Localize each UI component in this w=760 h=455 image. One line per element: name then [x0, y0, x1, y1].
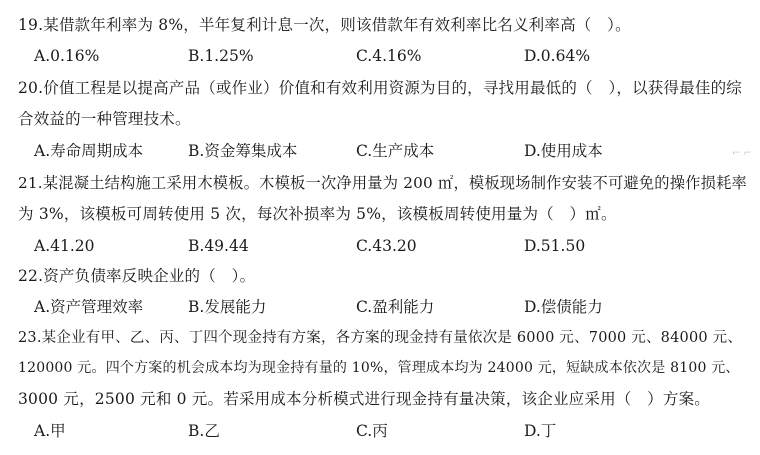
q19-option-b: B.1.25%: [188, 47, 254, 65]
q19-stem: 19.某借款年利率为 8%，半年复利计息一次，则该借款年有效利率比名义利率高（ ）。: [18, 16, 631, 34]
q22-option-c: C.盈利能力: [356, 298, 435, 316]
q23-option-a: A.甲: [34, 422, 66, 440]
margin-mark: ⌐ ⌐: [732, 148, 752, 159]
q20-stem-line-1: 20.价值工程是以提高产品（或作业）价值和有效利用资源为目的，寻找用最低的（ ），以获得最佳的综: [18, 79, 743, 97]
q22-stem: 22.资产负债率反映企业的（ ）。: [18, 267, 256, 285]
q21-option-a: A.41.20: [34, 237, 95, 255]
q20-option-a: A.寿命周期成本: [34, 142, 144, 160]
q19-option-d: D.0.64%: [524, 47, 591, 65]
q20-option-c: C.生产成本: [356, 142, 435, 160]
q22-option-d: D.偿债能力: [524, 298, 603, 316]
q23-option-c: C.丙: [356, 422, 388, 440]
q21-stem-line-1: 21.某混凝土结构施工采用木模板。木模板一次净用量为 200 ㎡，模板现场制作安装不可避免的操作损耗率: [18, 174, 748, 192]
q20-option-d: D.使用成本: [524, 142, 603, 160]
q23-stem-line-1: 23.某企业有甲、乙、丙、丁四个现金持有方案，各方案的现金持有量依次是 6000 元、7000 元、84000 元、: [18, 330, 743, 346]
q22-option-a: A.资产管理效率: [34, 298, 144, 316]
q21-option-b: B.49.44: [188, 237, 249, 255]
q20-option-b: B.资金筹集成本: [188, 142, 298, 160]
q21-stem-line-2: 为 3%，该模板可周转使用 5 次，每次补损率为 5%，该模板周转使用量为（ ）㎡。: [18, 205, 617, 223]
q21-option-d: D.51.50: [524, 237, 586, 255]
q23-option-d: D.丁: [524, 422, 557, 440]
q21-option-c: C.43.20: [356, 237, 417, 255]
q23-stem-line-2: 120000 元。四个方案的机会成本均为现金持有量的 10%，管理成本均为 24000 元，短缺成本依次是 8100 元、: [18, 360, 740, 376]
q23-option-b: B.乙: [188, 422, 220, 440]
q19-option-c: C.4.16%: [356, 47, 422, 65]
q20-stem-line-2: 合效益的一种管理技术。: [18, 110, 191, 128]
q23-stem-line-3: 3000 元，2500 元和 0 元。若采用成本分析模式进行现金持有量决策，该企业应采用（ ）方案。: [18, 390, 710, 408]
q22-option-b: B.发展能力: [188, 298, 267, 316]
q19-option-a: A.0.16%: [34, 47, 100, 65]
